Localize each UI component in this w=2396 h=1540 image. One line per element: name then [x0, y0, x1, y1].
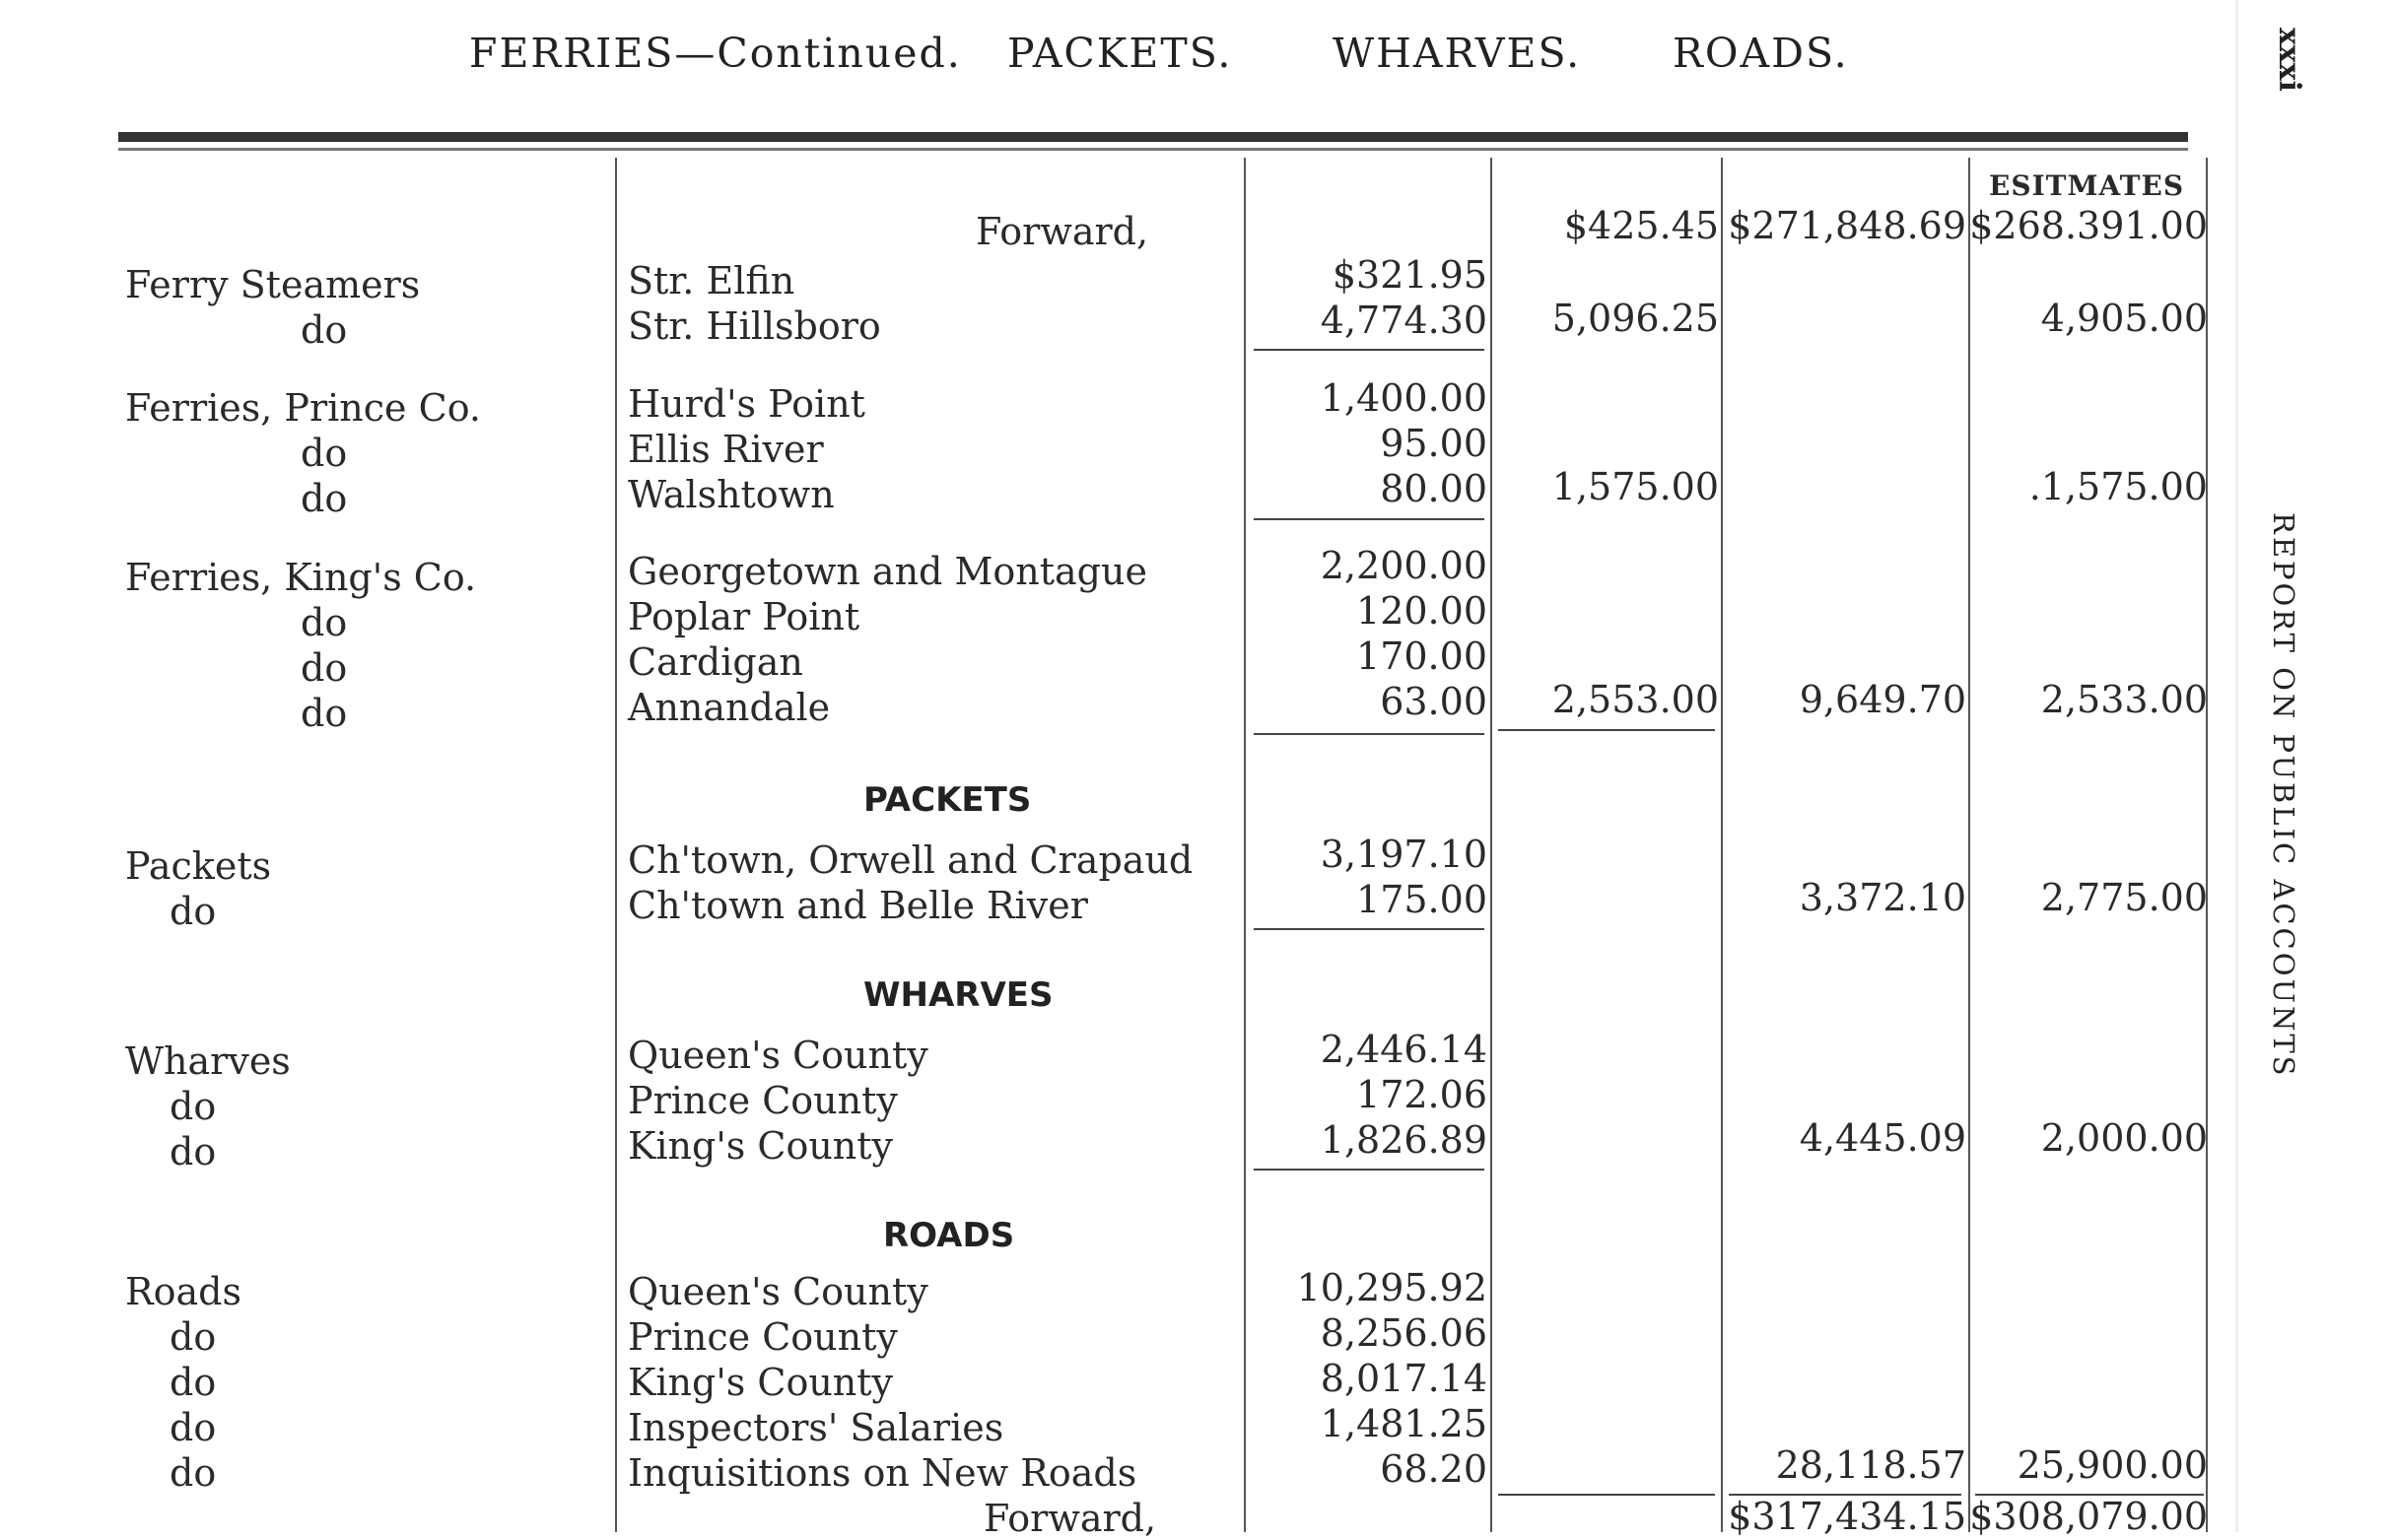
estimate: 2,775.00: [2040, 876, 2208, 919]
item-label: Cardigan: [628, 640, 803, 684]
category-label: do: [170, 1315, 217, 1359]
category-label: do: [301, 432, 348, 475]
item-label: Inquisitions on New Roads: [628, 1451, 1137, 1495]
column-divider: [1721, 158, 1723, 1532]
category-label: Packets: [125, 844, 272, 888]
category-label: do: [301, 601, 348, 644]
amount: 1,400.00: [1320, 376, 1487, 420]
side-title-box: [2267, 512, 2326, 1079]
item-label: Str. Elfin: [628, 259, 795, 302]
category-label: Ferry Steamers: [125, 263, 421, 306]
section-total: 28,118.57: [1775, 1443, 1966, 1487]
sum-rule: [1254, 349, 1484, 351]
page-number: xxxi: [2272, 28, 2306, 93]
item-label: Prince County: [628, 1315, 898, 1359]
section-total: 4,445.09: [1799, 1116, 1966, 1160]
amount: $321.95: [1332, 253, 1487, 297]
forward-a4: $308,079.00: [1969, 1495, 2208, 1538]
amount: 3,197.10: [1320, 833, 1487, 876]
amount: 1,481.25: [1320, 1402, 1487, 1445]
column-divider: [615, 158, 617, 1532]
item-label: Ch'town, Orwell and Crapaud: [628, 838, 1194, 882]
estimate: 25,900.00: [2017, 1443, 2208, 1487]
subtotal: 2,553.00: [1551, 678, 1719, 721]
amount: 95.00: [1380, 422, 1487, 465]
header-packets: PACKETS.: [1007, 30, 1233, 77]
category-label: do: [301, 308, 348, 352]
item-label: Queen's County: [628, 1034, 928, 1077]
subtotal: 1,575.00: [1551, 465, 1719, 508]
category-label: do: [301, 692, 348, 735]
column-divider: [1244, 158, 1246, 1532]
item-label: Queen's County: [628, 1270, 928, 1313]
amount: 8,256.06: [1320, 1311, 1487, 1355]
category-label: Ferries, Prince Co.: [125, 386, 481, 430]
category-label: do: [170, 1406, 217, 1449]
amount: 63.00: [1380, 680, 1487, 723]
header-wharves: WHARVES.: [1333, 30, 1582, 77]
category-label: do: [301, 477, 348, 520]
amount: 2,200.00: [1320, 544, 1487, 587]
page-edge: [2235, 0, 2238, 1532]
item-label: Prince County: [628, 1079, 898, 1122]
item-label: Str. Hillsboro: [628, 304, 881, 348]
sum-rule: [1254, 518, 1484, 520]
category-label: do: [170, 1130, 217, 1173]
amount: 4,774.30: [1320, 299, 1487, 342]
amount: 80.00: [1380, 467, 1487, 510]
category-label: Ferries, King's Co.: [125, 556, 477, 599]
forward-label: Forward,: [976, 210, 1149, 253]
amount: 175.00: [1356, 878, 1487, 921]
category-label: do: [170, 1451, 217, 1495]
category-label: do: [170, 1085, 217, 1128]
amount: 172.06: [1356, 1073, 1487, 1116]
estimate: 4,905.00: [2040, 297, 2208, 340]
forward-a3: $317,434.15: [1728, 1495, 1966, 1538]
item-label: Walshtown: [628, 473, 835, 516]
amount: 170.00: [1356, 635, 1487, 678]
amount: 120.00: [1356, 589, 1487, 633]
item-label: Inspectors' Salaries: [628, 1406, 1004, 1449]
estimate: .1,575.00: [2028, 465, 2208, 508]
category-label: do: [170, 1361, 217, 1404]
amount: 1,826.89: [1320, 1118, 1487, 1162]
sum-rule: [1498, 729, 1715, 731]
header-roads: ROADS.: [1673, 30, 1849, 77]
item-label: Georgetown and Montague: [628, 550, 1147, 593]
section-total: 9,649.70: [1799, 678, 1966, 721]
forward-a2: $425.45: [1563, 204, 1719, 247]
estimates-heading: ESITMATES: [1989, 169, 2185, 202]
item-label: Ch'town and Belle River: [628, 884, 1088, 927]
forward-label: Forward,: [984, 1497, 1157, 1540]
item-label: Ellis River: [628, 428, 824, 471]
item-label: King's County: [628, 1124, 894, 1168]
column-divider: [2206, 158, 2208, 1532]
category-label: Roads: [125, 1270, 241, 1313]
section-heading: WHARVES: [863, 975, 1054, 1015]
forward-a4: $268.391.00: [1969, 204, 2208, 247]
section-heading: ROADS: [883, 1216, 1015, 1255]
sum-rule: [1254, 733, 1484, 735]
amount: 68.20: [1380, 1447, 1487, 1491]
amount: 10,295.92: [1296, 1266, 1487, 1309]
estimate: 2,000.00: [2040, 1116, 2208, 1160]
category-label: do: [170, 890, 217, 933]
item-label: Poplar Point: [628, 595, 860, 638]
sum-rule: [1254, 928, 1484, 930]
amount: 8,017.14: [1320, 1357, 1487, 1400]
category-label: Wharves: [125, 1039, 291, 1083]
item-label: Hurd's Point: [628, 382, 865, 426]
column-divider: [1968, 158, 1970, 1532]
forward-a3: $271,848.69: [1728, 204, 1966, 247]
header-ferries: FERRIES—Continued.: [469, 30, 962, 77]
section-total: 3,372.10: [1799, 876, 1966, 919]
section-heading: PACKETS: [863, 780, 1032, 820]
subtotal: 5,096.25: [1551, 297, 1719, 340]
item-label: King's County: [628, 1361, 894, 1404]
sum-rule: [1498, 1494, 1715, 1496]
estimate: 2,533.00: [2040, 678, 2208, 721]
column-divider: [1490, 158, 1492, 1532]
sum-rule: [1254, 1169, 1484, 1171]
amount: 2,446.14: [1320, 1028, 1487, 1071]
header-rule-thin: [118, 148, 2188, 151]
category-label: do: [301, 646, 348, 690]
header-rule: [118, 132, 2188, 142]
item-label: Annandale: [628, 686, 831, 729]
side-title: REPORT ON PUBLIC ACCOUNTS: [2267, 512, 2300, 1079]
